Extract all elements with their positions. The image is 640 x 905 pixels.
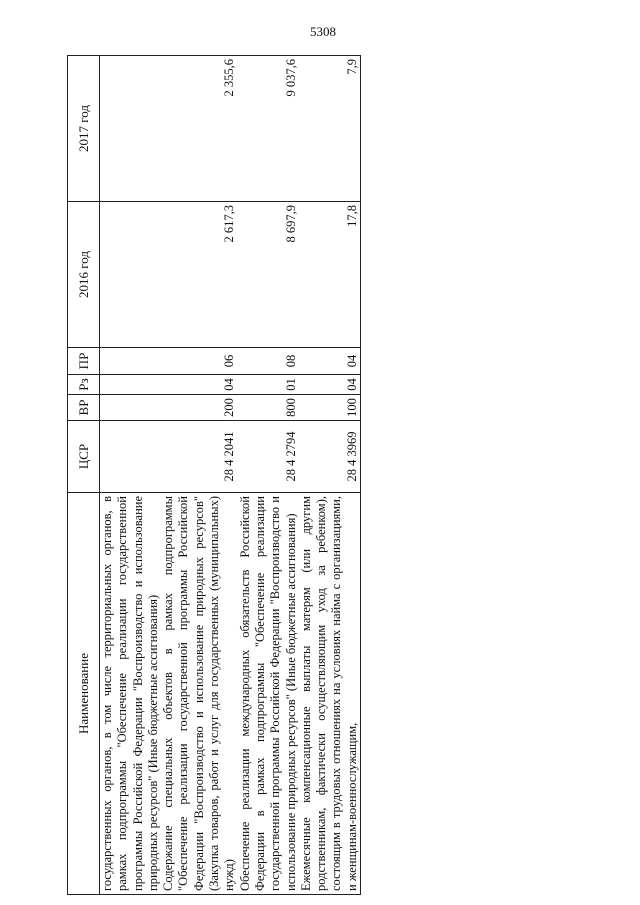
row-pr: 04 xyxy=(299,348,361,375)
row-amount-2017: 7,9 xyxy=(299,56,361,202)
header-pr: ПР xyxy=(68,348,100,375)
row-pr xyxy=(100,348,162,375)
row-amount-2017: 9 037,6 xyxy=(238,56,299,202)
row-pr: 08 xyxy=(238,348,299,375)
row-vr: 100 xyxy=(299,395,361,421)
row-name: Содержание специальных объектов в рамках подпрограммы "Обеспечение реализации государственной программы Российской Федерации "Воспроизводство и использование природных ресурсов" (Закупка товаров, работ и услуг для государственных (муниципальных) нужд) xyxy=(161,493,237,895)
row-amount-2016 xyxy=(100,202,162,348)
row-rz: 01 xyxy=(238,375,299,395)
rotated-page-content xyxy=(67,56,589,895)
row-amount-2017: 2 355,6 xyxy=(161,56,237,202)
header-2017: 2017 год xyxy=(68,56,100,202)
table-row xyxy=(100,56,162,895)
header-rz: Рз xyxy=(68,375,100,395)
row-amount-2016: 17,8 xyxy=(299,202,361,348)
row-vr: 200 xyxy=(161,395,237,421)
budget-table xyxy=(67,55,361,895)
row-rz: 04 xyxy=(299,375,361,395)
row-amount-2016: 8 697,9 xyxy=(238,202,299,348)
table-row xyxy=(161,56,237,895)
row-csr: 28 4 3969 xyxy=(299,421,361,493)
header-name: Наименование xyxy=(68,493,100,895)
row-name: Ежемесячные компенсационные выплаты матерям (или другим родственникам, фактически осуществляющим уход за ребенком), состоящим в трудовых отношениях на условиях найма с организациями, и женщинам-военнослужащим, xyxy=(299,493,361,895)
row-csr xyxy=(100,421,162,493)
row-pr: 06 xyxy=(161,348,237,375)
table-viewport xyxy=(67,56,589,895)
row-name: Обеспечение реализации международных обязательств Российской Федерации в рамках подпрограммы "Обеспечение реализации государственной программы Российской Федерации "Воспроизводство и использование природных ресурсов" (Иные бюджетные ассигнования) xyxy=(238,493,299,895)
row-csr: 28 4 2041 xyxy=(161,421,237,493)
table-row xyxy=(299,56,361,895)
row-vr xyxy=(100,395,162,421)
row-amount-2017 xyxy=(100,56,162,202)
row-name: государственных органов, в том числе территориальных органов, в рамках подпрограммы "Обеспечение реализации государственной программы Российской Федерации "Воспроизводство и использование природных ресурсов" (Иные бюджетные ассигнования) xyxy=(100,493,162,895)
page-number: 5308 xyxy=(310,24,336,39)
row-rz: 04 xyxy=(161,375,237,395)
row-amount-2016: 2 617,3 xyxy=(161,202,237,348)
row-vr: 800 xyxy=(238,395,299,421)
header-2016: 2016 год xyxy=(68,202,100,348)
row-csr: 28 4 2794 xyxy=(238,421,299,493)
header-vr: ВР xyxy=(68,395,100,421)
header-csr: ЦСР xyxy=(68,421,100,493)
table-row xyxy=(238,56,299,895)
table-header-row xyxy=(68,56,100,895)
row-rz xyxy=(100,375,162,395)
